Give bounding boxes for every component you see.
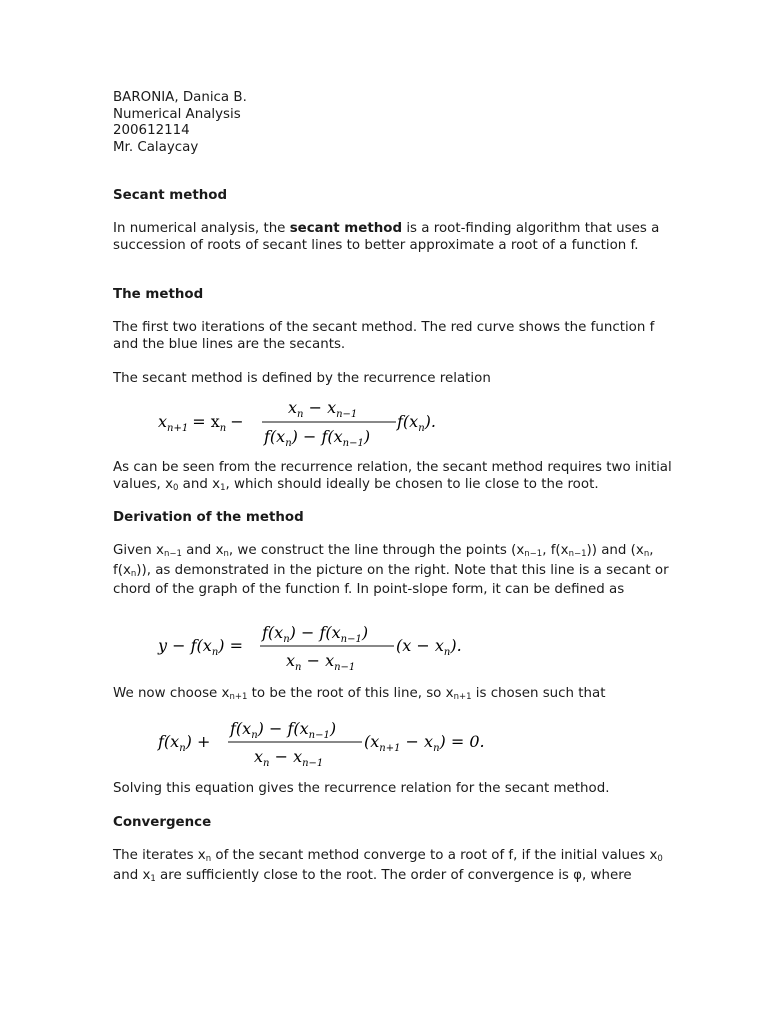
sub: n xyxy=(643,549,650,559)
choose-text-b: to be the root of this line, so x xyxy=(247,686,454,701)
p3-text-a: As can be seen from the recurrence relation, the secant method requires two initial values, x xyxy=(113,460,672,492)
eq1-denominator: $f(x_n) - f(x_{n-1})$ xyxy=(264,427,371,449)
sub-one: 1 xyxy=(220,482,226,493)
choose-text-a: We now choose x xyxy=(113,686,230,701)
method-paragraph-3 xyxy=(113,460,673,496)
eq2-lhs: $y - f(x_n)$ = xyxy=(158,636,243,658)
convergence-paragraph xyxy=(113,848,673,887)
header-block xyxy=(113,90,673,156)
choose-text-c: is chosen such that xyxy=(471,686,606,701)
eq2-tail: $(x - x_n)$. xyxy=(396,636,462,658)
derivation-heading: Derivation of the method xyxy=(113,510,304,525)
conv-text-b: of the secant method converge to a root of f, if the initial values x xyxy=(211,848,658,863)
sub-zero: 0 xyxy=(173,482,179,493)
eq3-numerator: $f(x_n) - f(x_{n-1})$ xyxy=(230,719,337,741)
recurrence-equation xyxy=(158,397,458,449)
eq2-denominator: $x_n - x_{n-1}$ xyxy=(286,651,356,673)
point-slope-equation xyxy=(158,620,478,672)
convergence-heading: Convergence xyxy=(113,815,212,830)
method-paragraph-2: The secant method is defined by the recurrence relation xyxy=(113,371,491,386)
deriv-close-demo: )), as demonstrated in the picture on the right. Note that this line is a secant or chord of the graph of the function f. In point-slope form, it can be defined as xyxy=(113,562,669,597)
eq2-numerator: $f(x_n) - f(x_{n-1})$ xyxy=(262,623,369,645)
deriv-and: and x xyxy=(181,543,224,558)
sub: 0 xyxy=(657,854,663,864)
conv-text-c: and x xyxy=(113,867,151,883)
intro-bold-term: secant method xyxy=(289,221,403,236)
deriv-given: Given x xyxy=(113,543,164,558)
sub: n−1 xyxy=(163,549,182,559)
deriv-construct: , we construct the line through the points (x xyxy=(228,543,525,558)
section-title: Secant method xyxy=(113,188,228,203)
p3-text-b: and x xyxy=(178,476,221,492)
eq3-denominator: $x_n - x_{n-1}$ xyxy=(254,747,324,769)
conv-text-a: The iterates x xyxy=(113,848,206,863)
sub: n xyxy=(205,854,212,864)
student-number: 200612114 xyxy=(113,123,190,138)
solving-paragraph: Solving this equation gives the recurrence relation for the secant method. xyxy=(113,781,610,796)
sub: n+1 xyxy=(453,692,472,702)
p3-text-c: , which should ideally be chosen to lie close to the root. xyxy=(225,476,599,492)
deriv-close-and: )) and (x xyxy=(586,543,644,558)
eq3-lhs: $f(x_n)$ + xyxy=(158,732,211,754)
eq1-numerator: $x_n - x_{n-1}$ xyxy=(288,398,358,420)
root-equation xyxy=(158,716,498,768)
conv-text-d: are sufficiently close to the root. The order of convergence is φ, where xyxy=(155,867,632,883)
instructor-name: Mr. Calaycay xyxy=(113,139,199,155)
intro-text-end: is a root-finding algorithm that uses a succession of roots of secant lines to better approximate a root of a function f. xyxy=(113,221,660,253)
method-paragraph-1: The first two iterations of the secant method. The red curve shows the function f and the blue lines are the secants. xyxy=(113,320,655,352)
intro-text-start: In numerical analysis, the xyxy=(113,221,290,236)
sub: n−1 xyxy=(524,549,543,559)
deriv-comma-f: , f(x xyxy=(113,543,654,578)
sub: n−1 xyxy=(568,549,587,559)
method-heading: The method xyxy=(113,287,204,302)
course-name: Numerical Analysis xyxy=(113,106,241,122)
sub: n xyxy=(223,549,229,559)
eq1-tail: $f(x_n)$. xyxy=(397,412,436,434)
sub: n+1 xyxy=(229,692,248,702)
sub: 1 xyxy=(150,873,156,884)
eq1-lhs: $x_{n+1} = x_n$ − xyxy=(158,412,244,434)
sub: n xyxy=(130,568,137,579)
choose-paragraph xyxy=(113,686,673,706)
eq3-tail: $(x_{n+1} - x_n) = 0$. xyxy=(364,732,485,754)
author-name: BARONIA, Danica B. xyxy=(113,90,247,105)
deriv-comma-f: , f(x xyxy=(542,543,569,558)
intro-paragraph xyxy=(113,221,673,254)
derivation-paragraph xyxy=(113,543,673,599)
